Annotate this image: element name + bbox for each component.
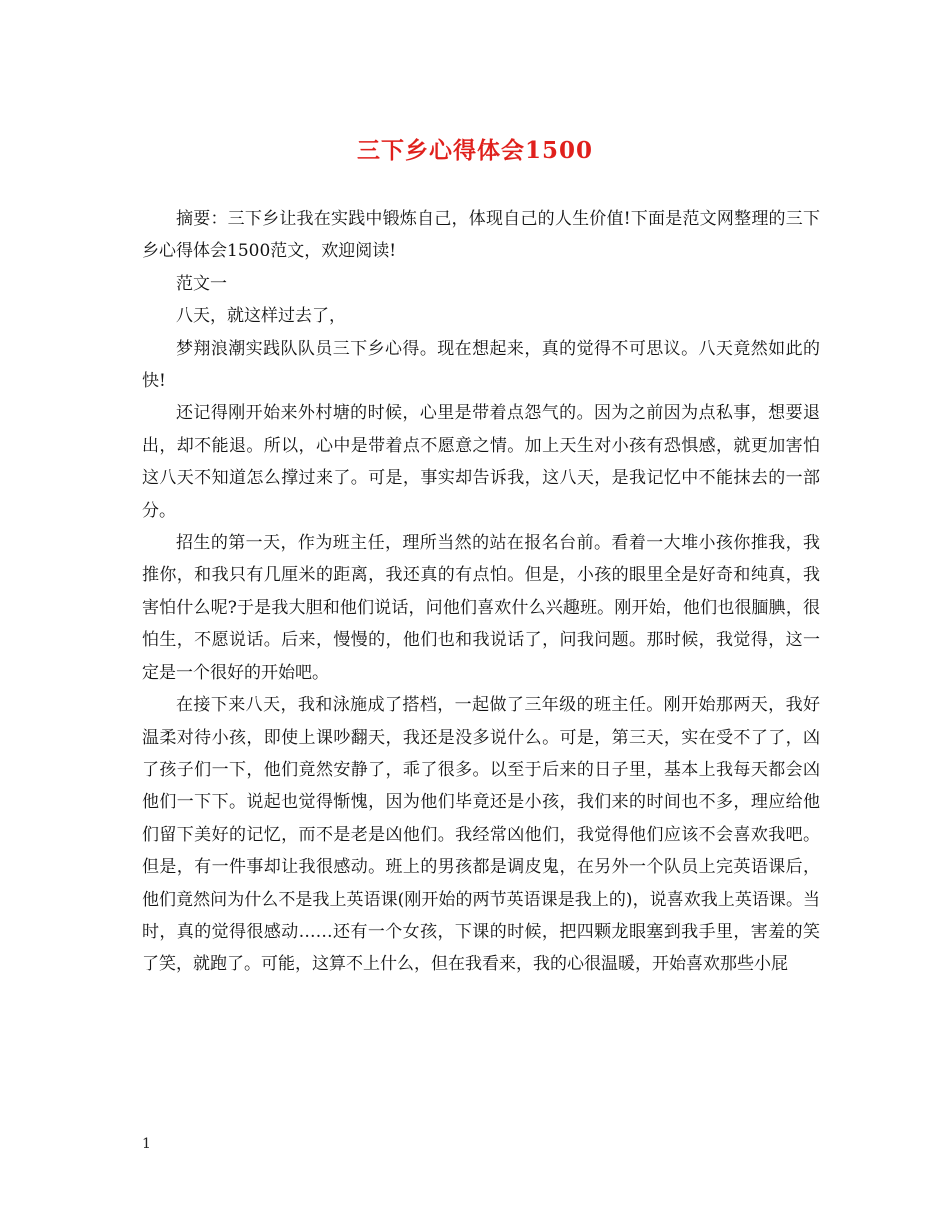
abstract-paragraph: 摘要：三下乡让我在实践中锻炼自己，体现自己的人生价值!下面是范文网整理的三下乡心得体会1500范文，欢迎阅读! [142, 209, 820, 262]
body-paragraph: 还记得刚开始来外村塘的时候，心里是带着点怨气的。因为之前因为点私事，想要退出，却不能退。所以，心中是带着点不愿意之情。加上天生对小孩有恐惧感，就更加害怕这八天不知道怎么撑过来了。可是，事实却告诉我，这八天，是我记忆中不能抹去的一部分。 [142, 403, 820, 521]
body-paragraph: 在接下来八天，我和泳施成了搭档，一起做了三年级的班主任。刚开始那两天，我好温柔对待小孩，即使上课吵翻天，我还是没多说什么。可是，第三天，实在受不了了，凶了孩子们一下，他们竟然安静了，乖了很多。以至于后来的日子里，基本上我每天都会凶他们一下下。说起也觉得惭愧，因为他们毕竟还是小孩，我们来的时间也不多，理应给他们留下美好的记忆，而不是老是凶他们。我经常凶他们，我觉得他们应该不会喜欢我吧。但是，有一件事却让我很感动。班上的男孩都是调皮鬼，在另外一个队员上完英语课后，他们竟然问为什么不是我上英语课(刚开始的两节英语课是我上的)，说喜欢我上英语课。当时，真的觉得很感动……还有一个女孩，下课的时候，把四颗龙眼塞到我手里，害羞的笑了笑，就跑了。可能，这算不上什么，但在我看来，我的心很温暖，开始喜欢那些小屁 [142, 695, 820, 975]
body-paragraph: 招生的第一天，作为班主任，理所当然的站在报名台前。看着一大堆小孩你推我，我推你，和我只有几厘米的距离，我还真的有点怕。但是，小孩的眼里全是好奇和纯真，我害怕什么呢?于是我大胆和他们说话，问他们喜欢什么兴趣班。刚开始，他们也很腼腆，很怕生，不愿说话。后来，慢慢的，他们也和我说话了，问我问题。那时候，我觉得，这一定是一个很好的开始吧。 [142, 533, 820, 683]
page-number: 1 [142, 1136, 151, 1152]
section-label: 范文一 [176, 273, 227, 294]
document-title: 三下乡心得体会1500 [356, 137, 593, 164]
document-body [142, 203, 820, 981]
body-paragraph: 八天，就这样过去了， [176, 306, 346, 327]
body-paragraph: 梦翔浪潮实践队队员三下乡心得。现在想起来，真的觉得不可思议。八天竟然如此的快! [142, 338, 820, 392]
